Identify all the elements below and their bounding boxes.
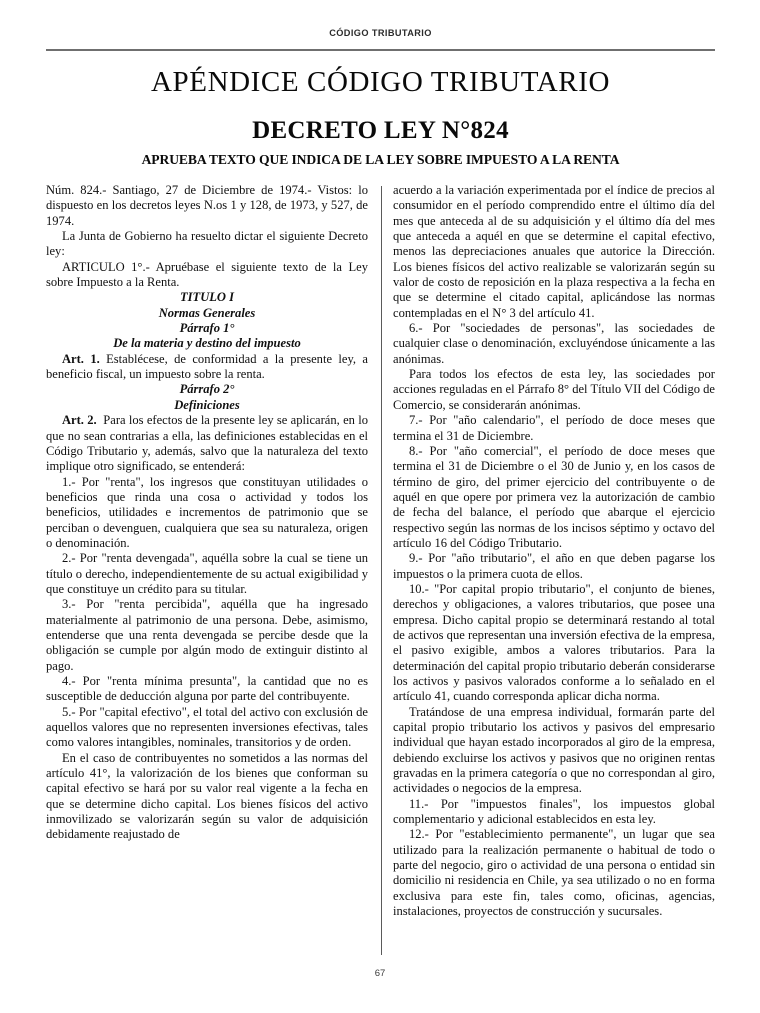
article-2-label: Art. 2. — [62, 413, 97, 428]
definition-item-10-continued: Tratándose de una empresa individual, formarán parte del capital propio tributario los activos y pasivos del empresario individual que hayan estado incorporados al giro de la empresa, debiendo excluirse los activos y pasivos que no originen rentas gravadas en la primera categoría o que no correspondan al giro, actividades o negocios de la empresa. — [393, 704, 715, 796]
definition-item-12: 12.- Por "establecimiento permanente", un lugar que sea utilizado para la realización permanente o habitual de todo o parte del negocio, giro o actividad de una persona o entidad sin domicilio ni residencia en Chile, ya sea utilizado o no en forma exclusiva para este fin, tales como, oficinas, agencias, instalaciones, proyectos de construcción y sucursales. — [393, 827, 715, 919]
paragraph-num-824: Núm. 824.- Santiago, 27 de Diciembre de 1974.- Vistos: lo dispuesto en los decretos leyes N.os 1 y 128, de 1973, y 527, de 1974. — [46, 183, 368, 228]
heading-parrafo-2-subtitle: Definiciones — [174, 397, 240, 412]
heading-parrafo-1-subtitle: De la materia y destino del impuesto — [113, 336, 301, 351]
definition-item-3: 3.- Por "renta percibida", aquélla que ha ingresado materialmente al patrimonio de una persona. Debe, asimismo, entenderse que una renta devengada se percibe desde que la obligación se cumple por algún modo de extinguir distinto al pago. — [46, 597, 368, 673]
left-column — [46, 183, 368, 843]
article-2-paragraph — [46, 413, 368, 474]
article-1-paragraph — [46, 352, 368, 383]
definition-item-5-continued: En el caso de contribuyentes no sometidos a las normas del artículo 41°, la valorización de los bienes que conforman su capital efectivo se hará por su valor real vigente a la fecha en que se determine dicho capital. Los bienes físicos del activo inmovilizado se valorizarán según su valor de adquisición debidamente reajustado de — [46, 750, 368, 842]
decree-subtitle: APRUEBA TEXTO QUE INDICA DE LA LEY SOBRE IMPUESTO A LA RENTA — [141, 152, 620, 167]
page-title: APÉNDICE CÓDIGO TRIBUTARIO — [150, 66, 610, 98]
heading-titulo-1: TITULO I — [179, 290, 235, 305]
heading-parrafo-1: Párrafo 1° — [179, 321, 235, 336]
page-number: 67 — [374, 968, 386, 979]
definition-item-8: 8.- Por "año comercial", el período de doce meses que termina el 31 de Diciembre o el 30 de Junio y, en los casos de término de giro, del primer ejercicio del contribuyente o de aquél en que opere por primera vez la autorización de cambio de fecha del balance, el período que abarque el ejercicio respectivo según las normas de los incisos séptimo y octavo del artículo 16 del Código Tributario. — [393, 443, 715, 550]
article-1-text: Establécese, de conformidad a la presente ley, a beneficio fiscal, un impuesto sobre la renta. — [46, 351, 368, 382]
paragraph-continuation: acuerdo a la variación experimentada por el índice de precios al consumidor en el período comprendido entre el último día del mes que anteceda al de su adquisición y el último día del mes que anteceda a aquél en que se determine el capital efectivo, menos las depreciaciones anuales que autorice la Dirección. Los bienes físicos del activo realizable se valorizarán según su valor de costo de reposición en la plaza respectiva a la fecha en que se determine el citado capital, aplicándose las normas contempladas en el N° 3 del artículo 41. — [393, 183, 715, 320]
definition-item-10: 10.- "Por capital propio tributario", el conjunto de bienes, derechos y obligaciones, a valores tributarios, que posee una empresa. Dicho capital propio se determinará restando al total de activos que representan una inversión efectiva de la empresa, el pasivo exigible, ambos a valores tributarios. Para la determinación del capital propio tributario deberán considerarse los activos y pasivos valorados conforme a lo señalado en el artículo 41, cuando corresponda aplicar dicha norma. — [393, 581, 715, 704]
heading-titulo-1-subtitle: Normas Generales — [158, 305, 256, 320]
definition-item-2: 2.- Por "renta devengada", aquélla sobre la cual se tiene un título o derecho, independientemente de su actual exigibilidad y que constituye un crédito para su titular. — [46, 551, 368, 596]
header-divider-rule — [46, 49, 715, 51]
definition-item-1: 1.- Por "renta", los ingresos que constituyan utilidades o beneficios que rinda una cosa o actividad y todos los beneficios, utilidades e incrementos de patrimonio que se perciban o devenguen, cualquiera que sea su naturaleza, origen o denominación. — [46, 474, 368, 550]
definition-item-11: 11.- Por "impuestos finales", los impuestos global complementario y adicional establecidos en esta ley. — [393, 796, 715, 827]
heading-parrafo-2: Párrafo 2° — [179, 382, 235, 397]
definition-item-6-continued: Para todos los efectos de esta ley, las sociedades por acciones reguladas en el Párrafo 8° del Título VII del Código de Comercio, se considerarán anónimas. — [393, 367, 715, 412]
decree-title: DECRETO LEY N°824 — [252, 117, 509, 144]
definition-item-7: 7.- Por "año calendario", el período de doce meses que termina el 31 de Diciembre. — [393, 413, 715, 443]
definition-item-4: 4.- Por "renta mínima presunta", la cantidad que no es susceptible de deducción alguna por parte del contribuyente. — [46, 674, 368, 704]
right-column — [393, 183, 715, 920]
definition-item-9: 9.- Por "año tributario", el año en que deben pagarse los impuestos o la primera cuota de ellos. — [393, 551, 715, 581]
running-head: CÓDIGO TRIBUTARIO — [329, 28, 432, 38]
definition-item-5: 5.- Por "capital efectivo", el total del activo con exclusión de aquellos valores que no representen inversiones efectivas, tales como valores intangibles, nominales, transitorios y de orden. — [46, 704, 368, 750]
body-columns — [46, 183, 715, 958]
paragraph-articulo-1: ARTICULO 1°.- Apruébase el siguiente texto de la Ley sobre Impuesto a la Renta. — [46, 259, 368, 290]
article-2-text: Para los efectos de la presente ley se aplicarán, en lo que no sean contrarias a ella, las definiciones establecidas en el Código Tributario y, además, salvo que la naturaleza del texto implique otro significado, se entenderá: — [46, 413, 368, 474]
paragraph-junta-gobierno: La Junta de Gobierno ha resuelto dictar el siguiente Decreto ley: — [46, 229, 368, 259]
article-1-label: Art. 1. — [62, 351, 100, 366]
definition-item-6: 6.- Por "sociedades de personas", las sociedades de cualquier clase o denominación, excluyéndose únicamente a las anónimas. — [393, 321, 715, 366]
